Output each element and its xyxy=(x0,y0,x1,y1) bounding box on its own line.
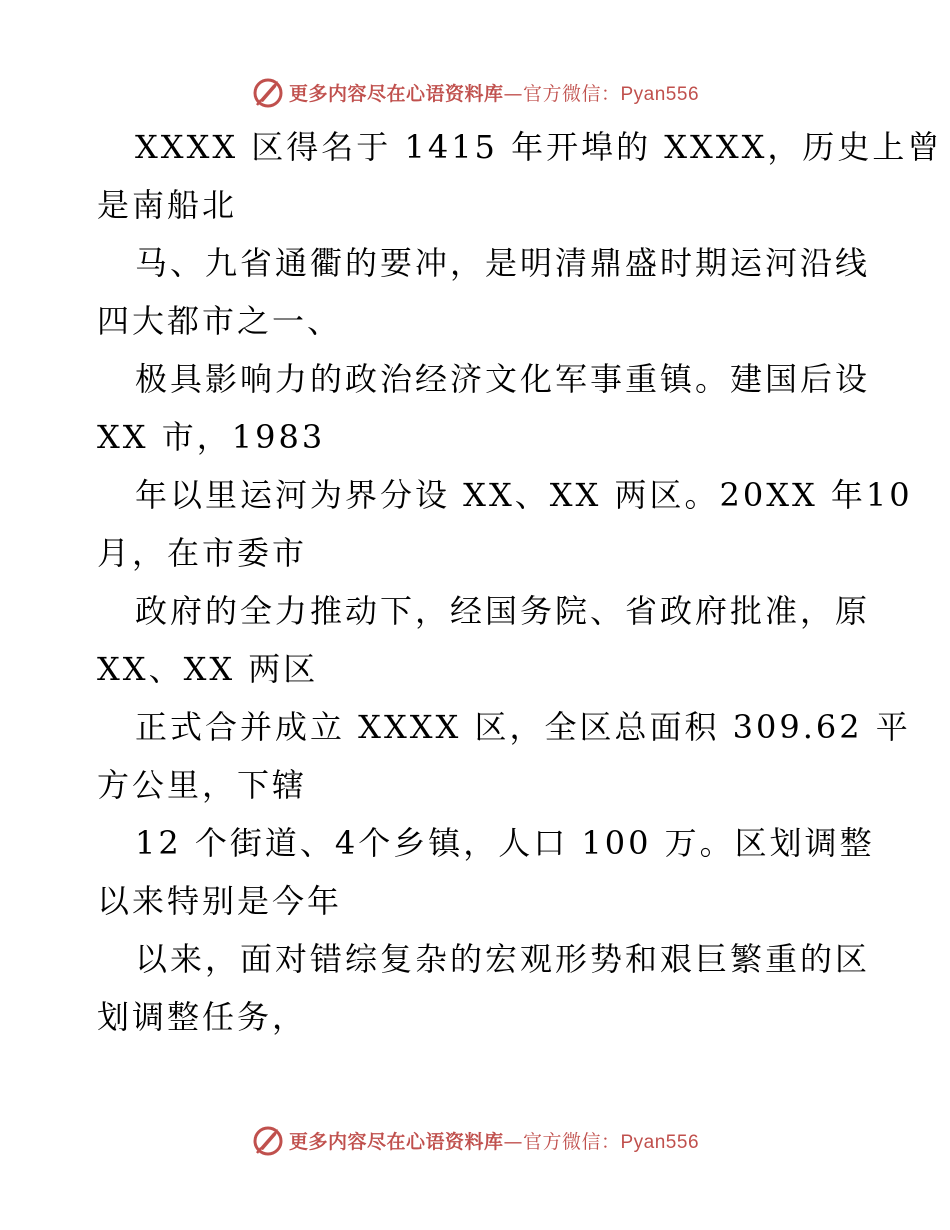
watermark-text xyxy=(289,1127,699,1154)
text-line: 马、九省通衢的要冲，是明清鼎盛时期运河沿线 xyxy=(135,244,871,282)
watermark-brand: 更多内容尽在心语资料库 xyxy=(288,82,504,105)
text-line: XX 市，1983 xyxy=(97,418,326,456)
watermark-wechat-id: Pyan556 xyxy=(620,1131,700,1153)
quill-logo-icon xyxy=(251,1123,285,1157)
document-body xyxy=(97,118,943,1046)
text-line: XX、XX 两区 xyxy=(97,650,319,688)
text-line: 政府的全力推动下，经国务院、省政府批准，原 xyxy=(135,592,871,630)
text-line: 月，在市委市 xyxy=(97,534,308,572)
watermark-text xyxy=(289,79,699,106)
text-line: 方公里，下辖 xyxy=(97,766,308,804)
watermark-official-label: 官方微信： xyxy=(522,82,621,105)
text-line: 极具影响力的政治经济文化军事重镇。建国后设 xyxy=(135,360,871,398)
watermark-wechat-id: Pyan556 xyxy=(620,83,700,105)
footer-watermark xyxy=(0,1120,950,1160)
text-line: 正式合并成立 XXXX 区，全区总面积 309.62 平 xyxy=(135,708,911,746)
quill-logo-icon xyxy=(251,75,285,109)
text-line: 是南船北 xyxy=(97,186,238,224)
watermark-brand: 更多内容尽在心语资料库 xyxy=(288,1130,504,1153)
text-line: 以来特别是今年 xyxy=(97,882,343,920)
watermark-dash: — xyxy=(503,1130,523,1153)
text-line: XXXX 区得名于 1415 年开埠的 XXXX，历史上曾 xyxy=(135,128,943,166)
watermark-official-label: 官方微信： xyxy=(522,1130,621,1153)
text-line: 划调整任务， xyxy=(97,998,308,1036)
header-watermark xyxy=(0,72,950,112)
text-line: 四大都市之一、 xyxy=(97,302,343,340)
watermark-dash: — xyxy=(503,82,523,105)
text-line: 以来，面对错综复杂的宏观形势和艰巨繁重的区 xyxy=(135,940,871,978)
text-line: 12 个街道、4个乡镇，人口 100 万。区划调整 xyxy=(135,824,875,862)
text-line: 年以里运河为界分设 XX、XX 两区。20XX 年10 xyxy=(135,476,913,514)
